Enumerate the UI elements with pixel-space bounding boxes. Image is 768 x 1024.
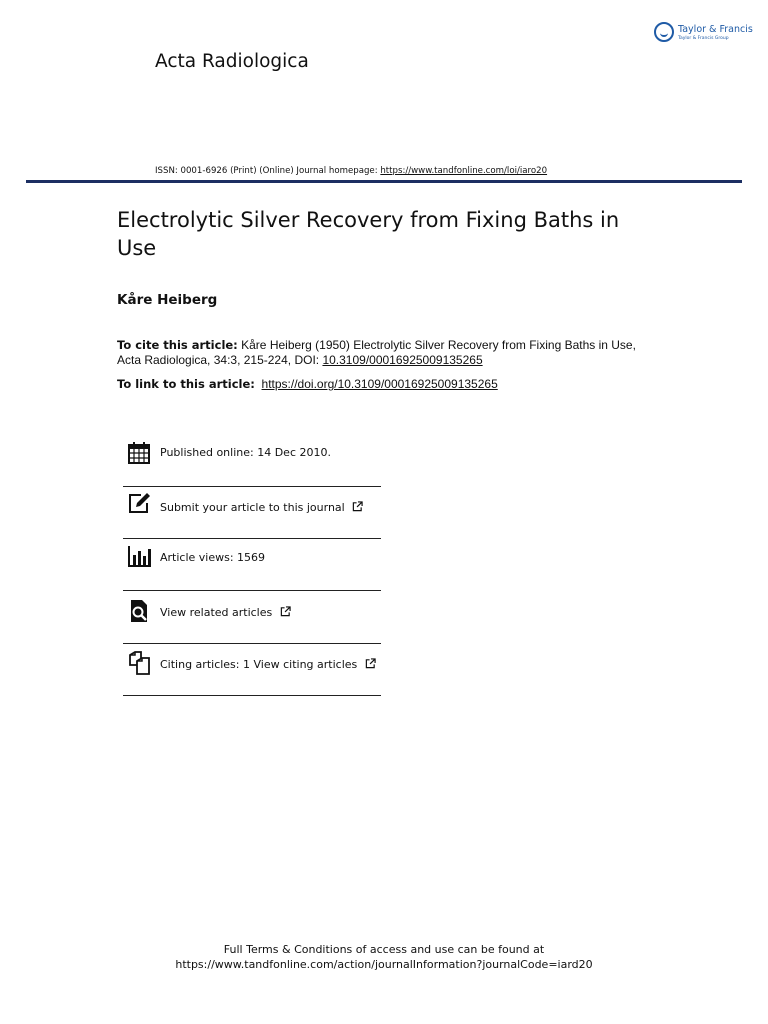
related-row[interactable] xyxy=(123,591,381,644)
bar-chart-icon xyxy=(127,544,151,568)
cite-label: To cite this article: xyxy=(117,338,238,352)
views-row xyxy=(123,538,381,591)
external-link-icon xyxy=(365,658,376,669)
citing-label: Citing articles: 1 View citing articles xyxy=(160,658,358,671)
external-link-icon xyxy=(352,501,363,512)
journal-homepage-link[interactable]: https://www.tandfonline.com/loi/iaro20 xyxy=(380,166,548,176)
cite-text-line1: Kåre Heiberg (1950) Electrolytic Silver Recovery from Fixing Baths in Use, xyxy=(237,338,636,352)
publisher-logo[interactable] xyxy=(654,22,753,46)
link-block xyxy=(117,377,657,392)
link-label: To link to this article: xyxy=(117,377,255,391)
publisher-name: Taylor & Francis xyxy=(678,24,753,35)
related-label: View related articles xyxy=(160,606,273,619)
publisher-logo-icon xyxy=(654,22,674,42)
cite-block xyxy=(117,338,657,368)
cite-text-line2: Acta Radiologica, 34:3, 215-224, DOI: xyxy=(117,353,323,367)
footer-terms: Full Terms & Conditions of access and use can be found at xyxy=(223,943,545,956)
copy-documents-icon xyxy=(127,651,151,675)
external-link-icon xyxy=(280,606,291,617)
submit-row[interactable] xyxy=(123,486,381,539)
citing-row[interactable] xyxy=(123,643,381,696)
cite-doi-link[interactable]: 10.3109/00016925009135265 xyxy=(322,353,483,367)
issn-line xyxy=(155,166,547,176)
calendar-icon xyxy=(127,441,151,465)
published-row xyxy=(123,434,381,487)
related-text[interactable] xyxy=(160,606,291,619)
publisher-subname: Taylor & Francis Group xyxy=(678,36,729,41)
submit-label: Submit your article to this journal xyxy=(160,501,345,514)
article-title: Electrolytic Silver Recovery from Fixing Baths in Use xyxy=(117,208,620,260)
issn-text: ISSN: 0001-6926 (Print) (Online) Journal homepage: xyxy=(155,166,381,176)
journal-title: Acta Radiologica xyxy=(155,51,309,72)
views-text: Article views: 1569 xyxy=(160,551,266,564)
submit-text[interactable] xyxy=(160,501,363,514)
header-divider xyxy=(26,180,742,183)
article-doi-link[interactable]: https://doi.org/10.3109/00016925009135265 xyxy=(261,377,498,391)
search-document-icon xyxy=(127,599,151,623)
footer-url[interactable]: https://www.tandfonline.com/action/journalInformation?journalCode=iard20 xyxy=(175,958,593,971)
edit-icon xyxy=(127,492,151,516)
published-text: Published online: 14 Dec 2010. xyxy=(160,446,331,459)
citing-text[interactable] xyxy=(160,658,376,671)
article-author: Kåre Heiberg xyxy=(117,292,218,308)
